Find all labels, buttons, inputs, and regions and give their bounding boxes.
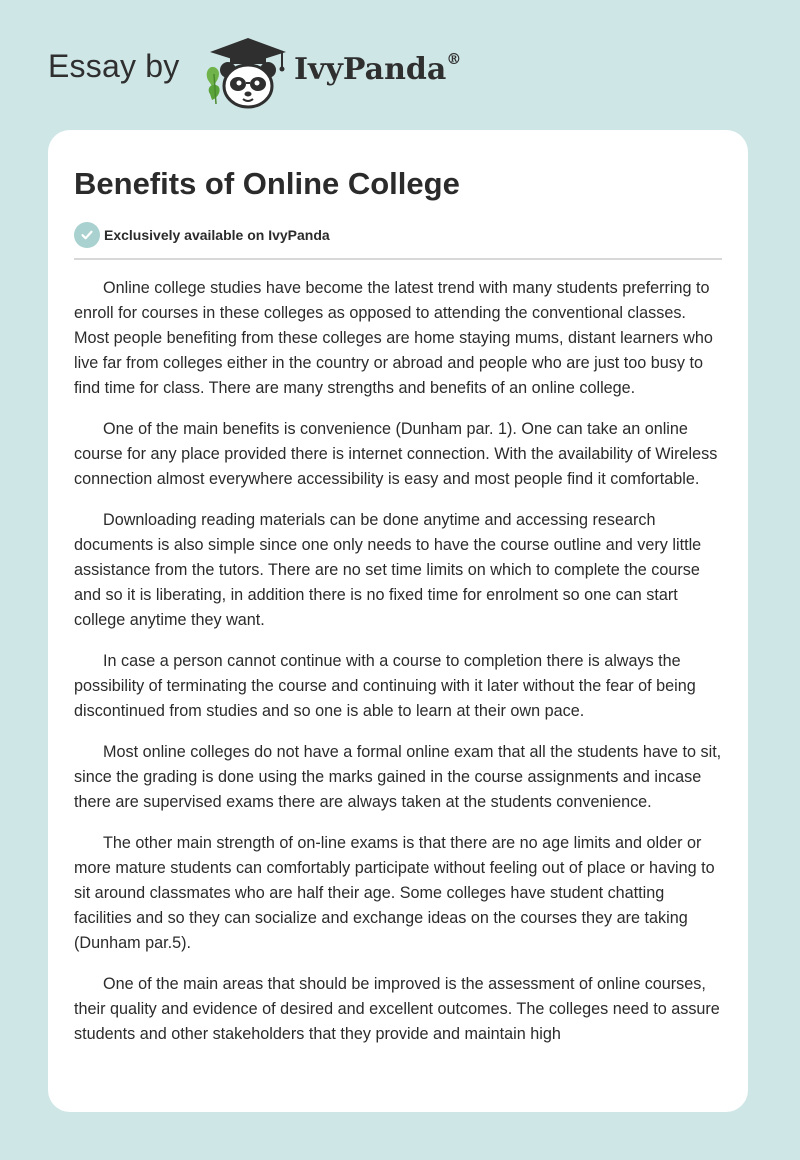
paragraph: One of the main benefits is convenience (Dunham par. 1). One can take an online course for any place provided there is internet connection. With the availability of Wireless connection almost everywhere accessibility is easy and most people find it comfortable. — [74, 420, 718, 488]
paragraph: Online college studies have become the latest trend with many students preferring to enroll for courses in these colleges as opposed to attending the conventional classes. Most people benefiting from these colleges are home staying mums, distant learners who live far from colleges either in the country or abroad and people who are just too busy to find time for class. There are many strengths and benefits of an online college. — [74, 279, 713, 397]
essay-card — [48, 130, 748, 1112]
brand-name-text: IvyPanda — [294, 52, 447, 87]
essay-title: Benefits of Online College — [74, 166, 460, 201]
title-divider — [74, 258, 722, 260]
paragraph: Most online colleges do not have a formal online exam that all the students have to sit, since the grading is done using the marks gained in the course assignments and incase there are supervised exams there are always taken at the students convenience. — [74, 743, 722, 811]
site-header — [48, 34, 508, 110]
brand-name[interactable] — [294, 52, 461, 87]
check-circle-icon — [74, 222, 100, 248]
essay-body — [74, 276, 722, 1047]
paragraph: In case a person cannot continue with a course to completion there is always the possibility of terminating the course and continuing with it later without the fear of being discontinued from studies and so one is able to learn at their own pace. — [74, 652, 696, 720]
exclusive-badge-text: Exclusively available on IvyPanda — [104, 227, 330, 243]
essay-by-label: Essay by — [48, 48, 180, 84]
paragraph: Downloading reading materials can be done anytime and accessing research documents is also simple since one only needs to have the course outline and very little assistance from the tutors. There are no set time limits on which to complete the course and so it is liberating, in addition there is no fixed time for enrolment so one can start college anytime they want. — [74, 511, 702, 629]
panda-logo-icon[interactable] — [202, 34, 294, 110]
paragraph: The other main strength of on-line exams is that there are no age limits and older or more mature students can comfortably participate without feeling out of place or having to sit around classmates who are half their age. Some colleges have student chatting facilities and so they can socialize and exchange ideas on the courses they are taking (Dunham par.5). — [74, 834, 715, 952]
registered-mark: ® — [446, 50, 462, 68]
exclusive-badge — [74, 222, 722, 248]
paragraph: One of the main areas that should be improved is the assessment of online courses, their quality and evidence of desired and excellent outcomes. The colleges need to assure students and other stakeholders that they provide and maintain high — [74, 975, 720, 1043]
